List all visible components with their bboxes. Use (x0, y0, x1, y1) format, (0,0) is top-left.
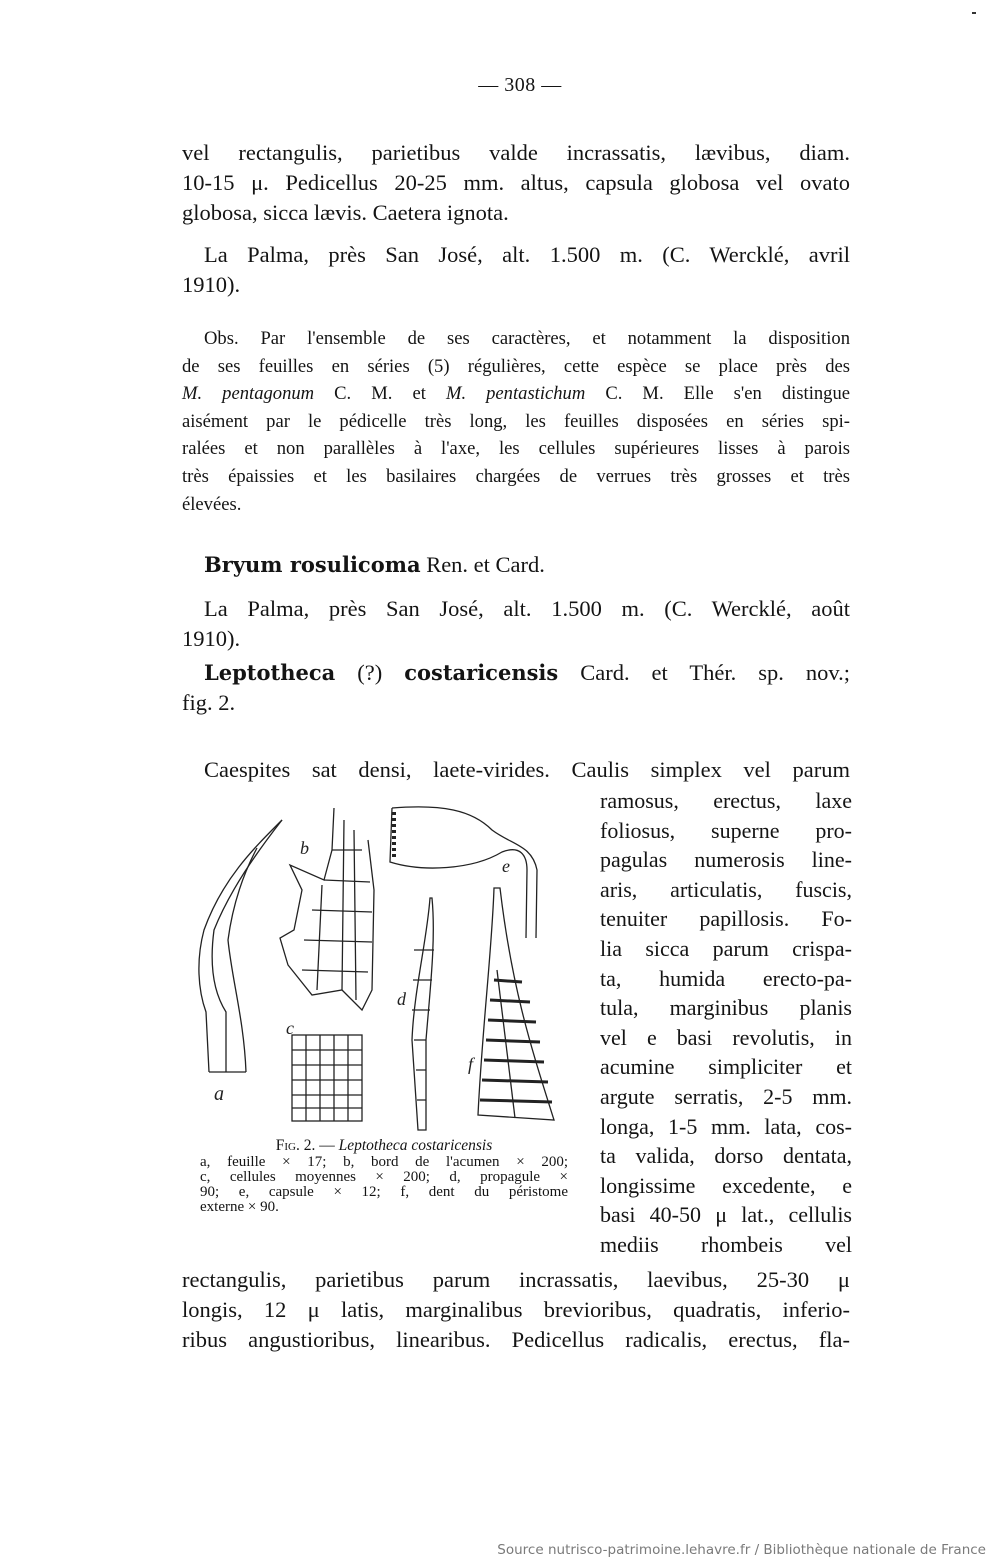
text-line: acumine simpliciter et (600, 1054, 852, 1080)
text-line: La Palma, près San José, alt. 1.500 m. (C. Wercklé, avril (204, 242, 850, 267)
species-heading (182, 550, 850, 580)
description-continuation (182, 1265, 850, 1355)
text-line: pagulas numerosis line- (600, 847, 852, 873)
text-line: Obs. Par l'ensemble de ses caractères, et notamment la disposition (204, 328, 850, 349)
genus-name: Leptotheca (204, 660, 336, 685)
observation-paragraph (182, 325, 850, 518)
text-line: foliosus, superne pro- (600, 817, 852, 843)
text-line: tula, marginibus planis (600, 995, 852, 1021)
caption-title (200, 1138, 568, 1153)
species-authors: Card. et Thér. sp. nov.; (580, 660, 850, 685)
figure-reference: fig. 2. (182, 690, 236, 715)
species-authors: Ren. et Card. (426, 552, 545, 577)
caption-taxon: Leptotheca costaricensis (338, 1137, 493, 1154)
text-line: élevées. (182, 493, 242, 515)
caption-line: c, cellules moyennes × 200; d, propagule × (200, 1169, 568, 1185)
figure-part-c-cells (292, 1035, 362, 1121)
figure-label-f: f (468, 1054, 474, 1074)
text-line: mediis rhombeis vel (600, 1231, 852, 1257)
caption-line: externe × 90. (200, 1199, 279, 1215)
text-line-with-italics: M. pentagonum C. M. et M. pentastichum C. M. Elle s'en distingue (182, 383, 851, 405)
figure-part-e-capsule (390, 807, 537, 938)
taxon-name: M. pentagonum (182, 383, 315, 405)
figure-part-b-acumen (280, 808, 374, 1010)
epithet-name: costaricensis (404, 660, 559, 685)
page-number: — 308 — (478, 74, 562, 96)
text-line: ribus angustioribus, linearibus. Pedicellus radicalis, erectus, fla- (182, 1327, 850, 1352)
caption-line: a, feuille × 17; b, bord de l'acumen × 200; (200, 1154, 568, 1170)
text-line: vel e basi revolutis, in (600, 1024, 852, 1050)
text-line: ta, humida erecto-pa- (600, 965, 852, 991)
text-line: longa, 1-5 mm. lata, cos- (600, 1113, 852, 1139)
figure-label-e: e (502, 856, 510, 876)
figure-part-d-propagule (412, 898, 434, 1130)
text-line: globosa, sicca lævis. Caetera ignota. (182, 200, 509, 225)
figure-part-f-tooth (478, 888, 554, 1120)
heading-line (182, 658, 850, 688)
description-first-line (182, 755, 850, 785)
species-name: Bryum rosulicoma (204, 552, 421, 577)
source-credit: Source nutrisco-patrimoine.lehavre.fr / Bibliothèque nationale de France (497, 1542, 986, 1558)
figure-label-c: c (286, 1018, 294, 1038)
text-line: 10-15 μ. Pedicellus 20-25 mm. altus, capsula globosa vel ovato (182, 170, 850, 195)
text-line: Caespites sat densi, laete-virides. Caulis simplex vel parum (204, 757, 850, 782)
text-line: aris, articulatis, fuscis, (600, 876, 852, 902)
locality-paragraph (182, 594, 850, 654)
figure-part-a-leaf (199, 820, 282, 1072)
caption-line: 90; e, capsule × 12; f, dent du péristome (200, 1184, 568, 1200)
text-line: très épaissies et les basilaires chargées de verrues très grosses et très (182, 465, 850, 487)
text-line: La Palma, près San José, alt. 1.500 m. (C. Wercklé, août (204, 596, 850, 621)
figure-label-d: d (397, 989, 406, 1009)
paragraph-continuation (182, 138, 850, 228)
botanical-figure (182, 790, 582, 1140)
text-line: vel rectangulis, parietibus valde incrassatis, lævibus, diam. (182, 140, 850, 165)
figure-label-b: b (300, 838, 309, 858)
species-heading (182, 658, 850, 718)
text-line: aisément par le pédicelle très long, les feuilles disposées en séries spi- (182, 410, 850, 432)
text-line: 1910). (182, 626, 241, 651)
text-line: argute serratis, 2-5 mm. (600, 1083, 852, 1109)
description-side-column (600, 786, 852, 1260)
text-line: ta valida, dorso dentata, (600, 1143, 852, 1169)
scan-mark (972, 12, 976, 14)
text-line: basi 40-50 μ lat., cellulis (600, 1202, 852, 1228)
text-line: ramosus, erectus, laxe (600, 788, 852, 813)
caption-prefix: Fig. 2. — (275, 1137, 335, 1154)
query-mark: (?) (357, 660, 383, 685)
locality-paragraph (182, 240, 850, 300)
figure-label-a: a (214, 1083, 224, 1105)
text-line: rectangulis, parietibus parum incrassatis, laevibus, 25-30 μ (182, 1267, 850, 1292)
figure-caption (200, 1138, 568, 1215)
text-line: longissime excedente, e (600, 1172, 852, 1198)
taxon-name: M. pentastichum (445, 383, 586, 405)
text-line: ralées et non parallèles à l'axe, les cellules supérieures lisses à parois (182, 438, 850, 460)
text-line: tenuiter papillosis. Fo- (600, 906, 852, 932)
text-line: de ses feuilles en séries (5) régulières, cette espèce se place près des (182, 355, 850, 377)
text-line: longis, 12 μ latis, marginalibus brevioribus, quadratis, inferio- (182, 1297, 850, 1322)
text-line: 1910). (182, 272, 241, 297)
text-line: lia sicca parum crispa- (600, 935, 852, 961)
